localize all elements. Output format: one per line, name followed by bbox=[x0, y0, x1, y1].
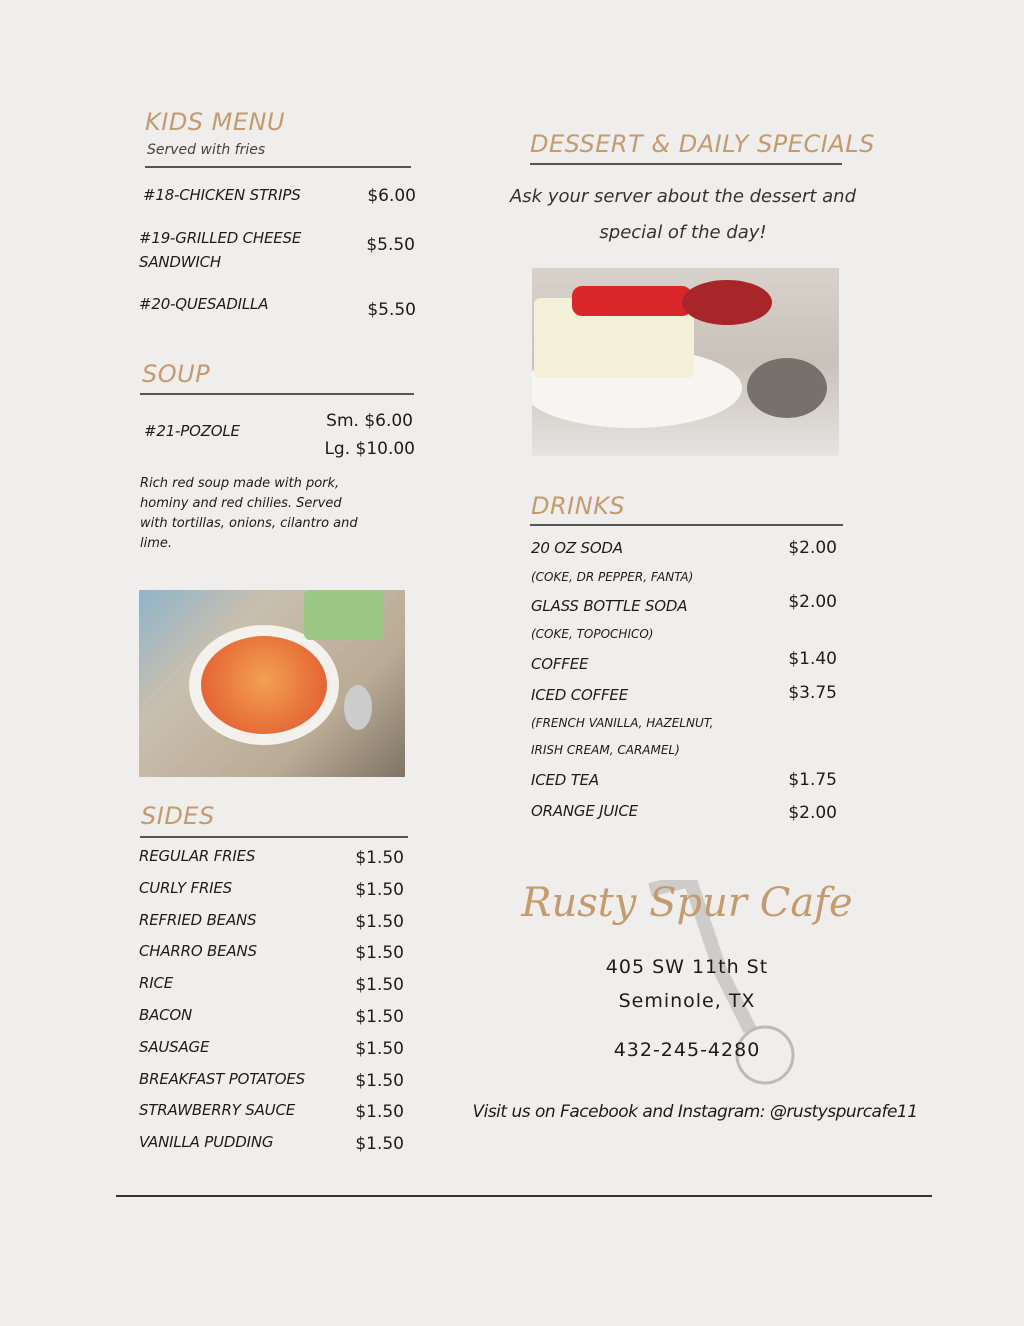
side-item-price: $1.50 bbox=[355, 1134, 404, 1155]
drinks-heading: DRINKS bbox=[531, 492, 626, 520]
drink-item-price: $1.40 bbox=[788, 649, 837, 669]
kids-item-name: #20-QUESADILLA bbox=[139, 295, 269, 313]
sides-divider bbox=[140, 836, 408, 838]
kids-item-name: #18-CHICKEN STRIPS bbox=[143, 186, 301, 204]
sides-heading: SIDES bbox=[141, 802, 215, 830]
soup-price-small: Sm. $6.00 bbox=[326, 411, 413, 431]
side-item-name: BACON bbox=[139, 1006, 193, 1024]
drink-item-name: ICED COFFEE bbox=[531, 686, 628, 704]
kids-menu-heading: KIDS MENU bbox=[145, 108, 286, 136]
soup-description: Rich red soup made with pork, hominy and red chilies. Served with tortillas, onions, cilantro and lime. bbox=[140, 476, 358, 551]
soup-divider bbox=[140, 393, 414, 395]
side-item-price: $1.50 bbox=[355, 911, 404, 932]
side-item-name: STRAWBERRY SAUCE bbox=[139, 1101, 295, 1120]
kids-menu-subtitle: Served with fries bbox=[147, 142, 266, 158]
footer-divider bbox=[116, 1195, 932, 1197]
side-item-name: SAUSAGE bbox=[139, 1037, 210, 1056]
spoon bbox=[344, 685, 372, 730]
dessert-note-line1: Ask your server about the dessert and bbox=[509, 186, 857, 207]
side-item-price: $1.50 bbox=[355, 1102, 404, 1123]
drink-item-name: ORANGE JUICE bbox=[531, 802, 638, 820]
drink-item-options: (FRENCH VANILLA, HAZELNUT, bbox=[531, 716, 714, 730]
drink-item-options: IRISH CREAM, CARAMEL) bbox=[531, 743, 680, 757]
pozole-photo bbox=[139, 590, 405, 777]
address-line1: 405 SW 11th St bbox=[605, 956, 769, 978]
drink-item-options: (COKE, DR PEPPER, FANTA) bbox=[531, 570, 694, 584]
side-item-name: RICE bbox=[139, 974, 173, 993]
server-spatula bbox=[747, 358, 827, 418]
dessert-divider bbox=[530, 163, 842, 165]
drink-item-price: $2.00 bbox=[788, 803, 837, 823]
side-item-name: BREAKFAST POTATOES bbox=[139, 1069, 305, 1088]
social-media-note: Visit us on Facebook and Instagram: @rustyspurcafe11 bbox=[472, 1102, 918, 1122]
cheesecake-photo bbox=[532, 268, 839, 456]
drink-item-options: (COKE, TOPOCHICO) bbox=[531, 627, 654, 641]
phone-number: 432-245-4280 bbox=[613, 1039, 761, 1061]
side-item-price: $1.50 bbox=[355, 848, 404, 868]
side-item-name: CURLY FRIES bbox=[139, 878, 233, 897]
lettuce bbox=[304, 590, 384, 640]
drink-item-name: COFFEE bbox=[531, 655, 589, 673]
side-item-price: $1.50 bbox=[355, 1007, 404, 1027]
side-item-name: REGULAR FRIES bbox=[139, 847, 256, 865]
kids-item-name-cont: SANDWICH bbox=[139, 253, 221, 271]
side-item-price: $1.50 bbox=[355, 975, 404, 996]
kids-item-price: $5.50 bbox=[367, 300, 416, 320]
cafe-name-logo: Rusty Spur Cafe bbox=[521, 880, 853, 926]
strawberries bbox=[682, 280, 772, 325]
drink-item-price: $2.00 bbox=[788, 538, 837, 558]
side-item-price: $1.50 bbox=[355, 943, 404, 964]
soup-heading: SOUP bbox=[142, 360, 211, 388]
drink-item-name: 20 OZ SODA bbox=[531, 539, 623, 557]
kids-item-price: $6.00 bbox=[367, 186, 416, 206]
soup-item-name: #21-POZOLE bbox=[144, 422, 240, 440]
kids-item-price: $5.50 bbox=[366, 235, 415, 255]
side-item-name: CHARRO BEANS bbox=[139, 942, 257, 961]
kids-divider bbox=[145, 166, 411, 168]
dessert-note-line2: special of the day! bbox=[599, 222, 767, 243]
side-item-price: $1.50 bbox=[355, 879, 404, 900]
side-item-price: $1.50 bbox=[355, 1070, 404, 1091]
side-item-price: $1.50 bbox=[355, 1038, 404, 1059]
kids-item-name: #19-GRILLED CHEESE bbox=[139, 229, 302, 247]
drink-item-price: $1.75 bbox=[788, 770, 837, 790]
drink-item-name: GLASS BOTTLE SODA bbox=[531, 597, 688, 615]
soup-price-large: Lg. $10.00 bbox=[324, 439, 415, 459]
drink-item-name: ICED TEA bbox=[531, 771, 599, 789]
soup-contents bbox=[201, 636, 327, 734]
address-line2: Seminole, TX bbox=[618, 990, 756, 1012]
side-item-name: REFRIED BEANS bbox=[139, 910, 257, 929]
side-item-name: VANILLA PUDDING bbox=[139, 1133, 274, 1152]
dessert-heading: DESSERT & DAILY SPECIALS bbox=[530, 130, 875, 158]
drinks-divider bbox=[530, 524, 843, 526]
drink-item-price: $3.75 bbox=[788, 683, 837, 703]
strawberry-topping bbox=[572, 286, 692, 316]
drink-item-price: $2.00 bbox=[788, 592, 837, 612]
